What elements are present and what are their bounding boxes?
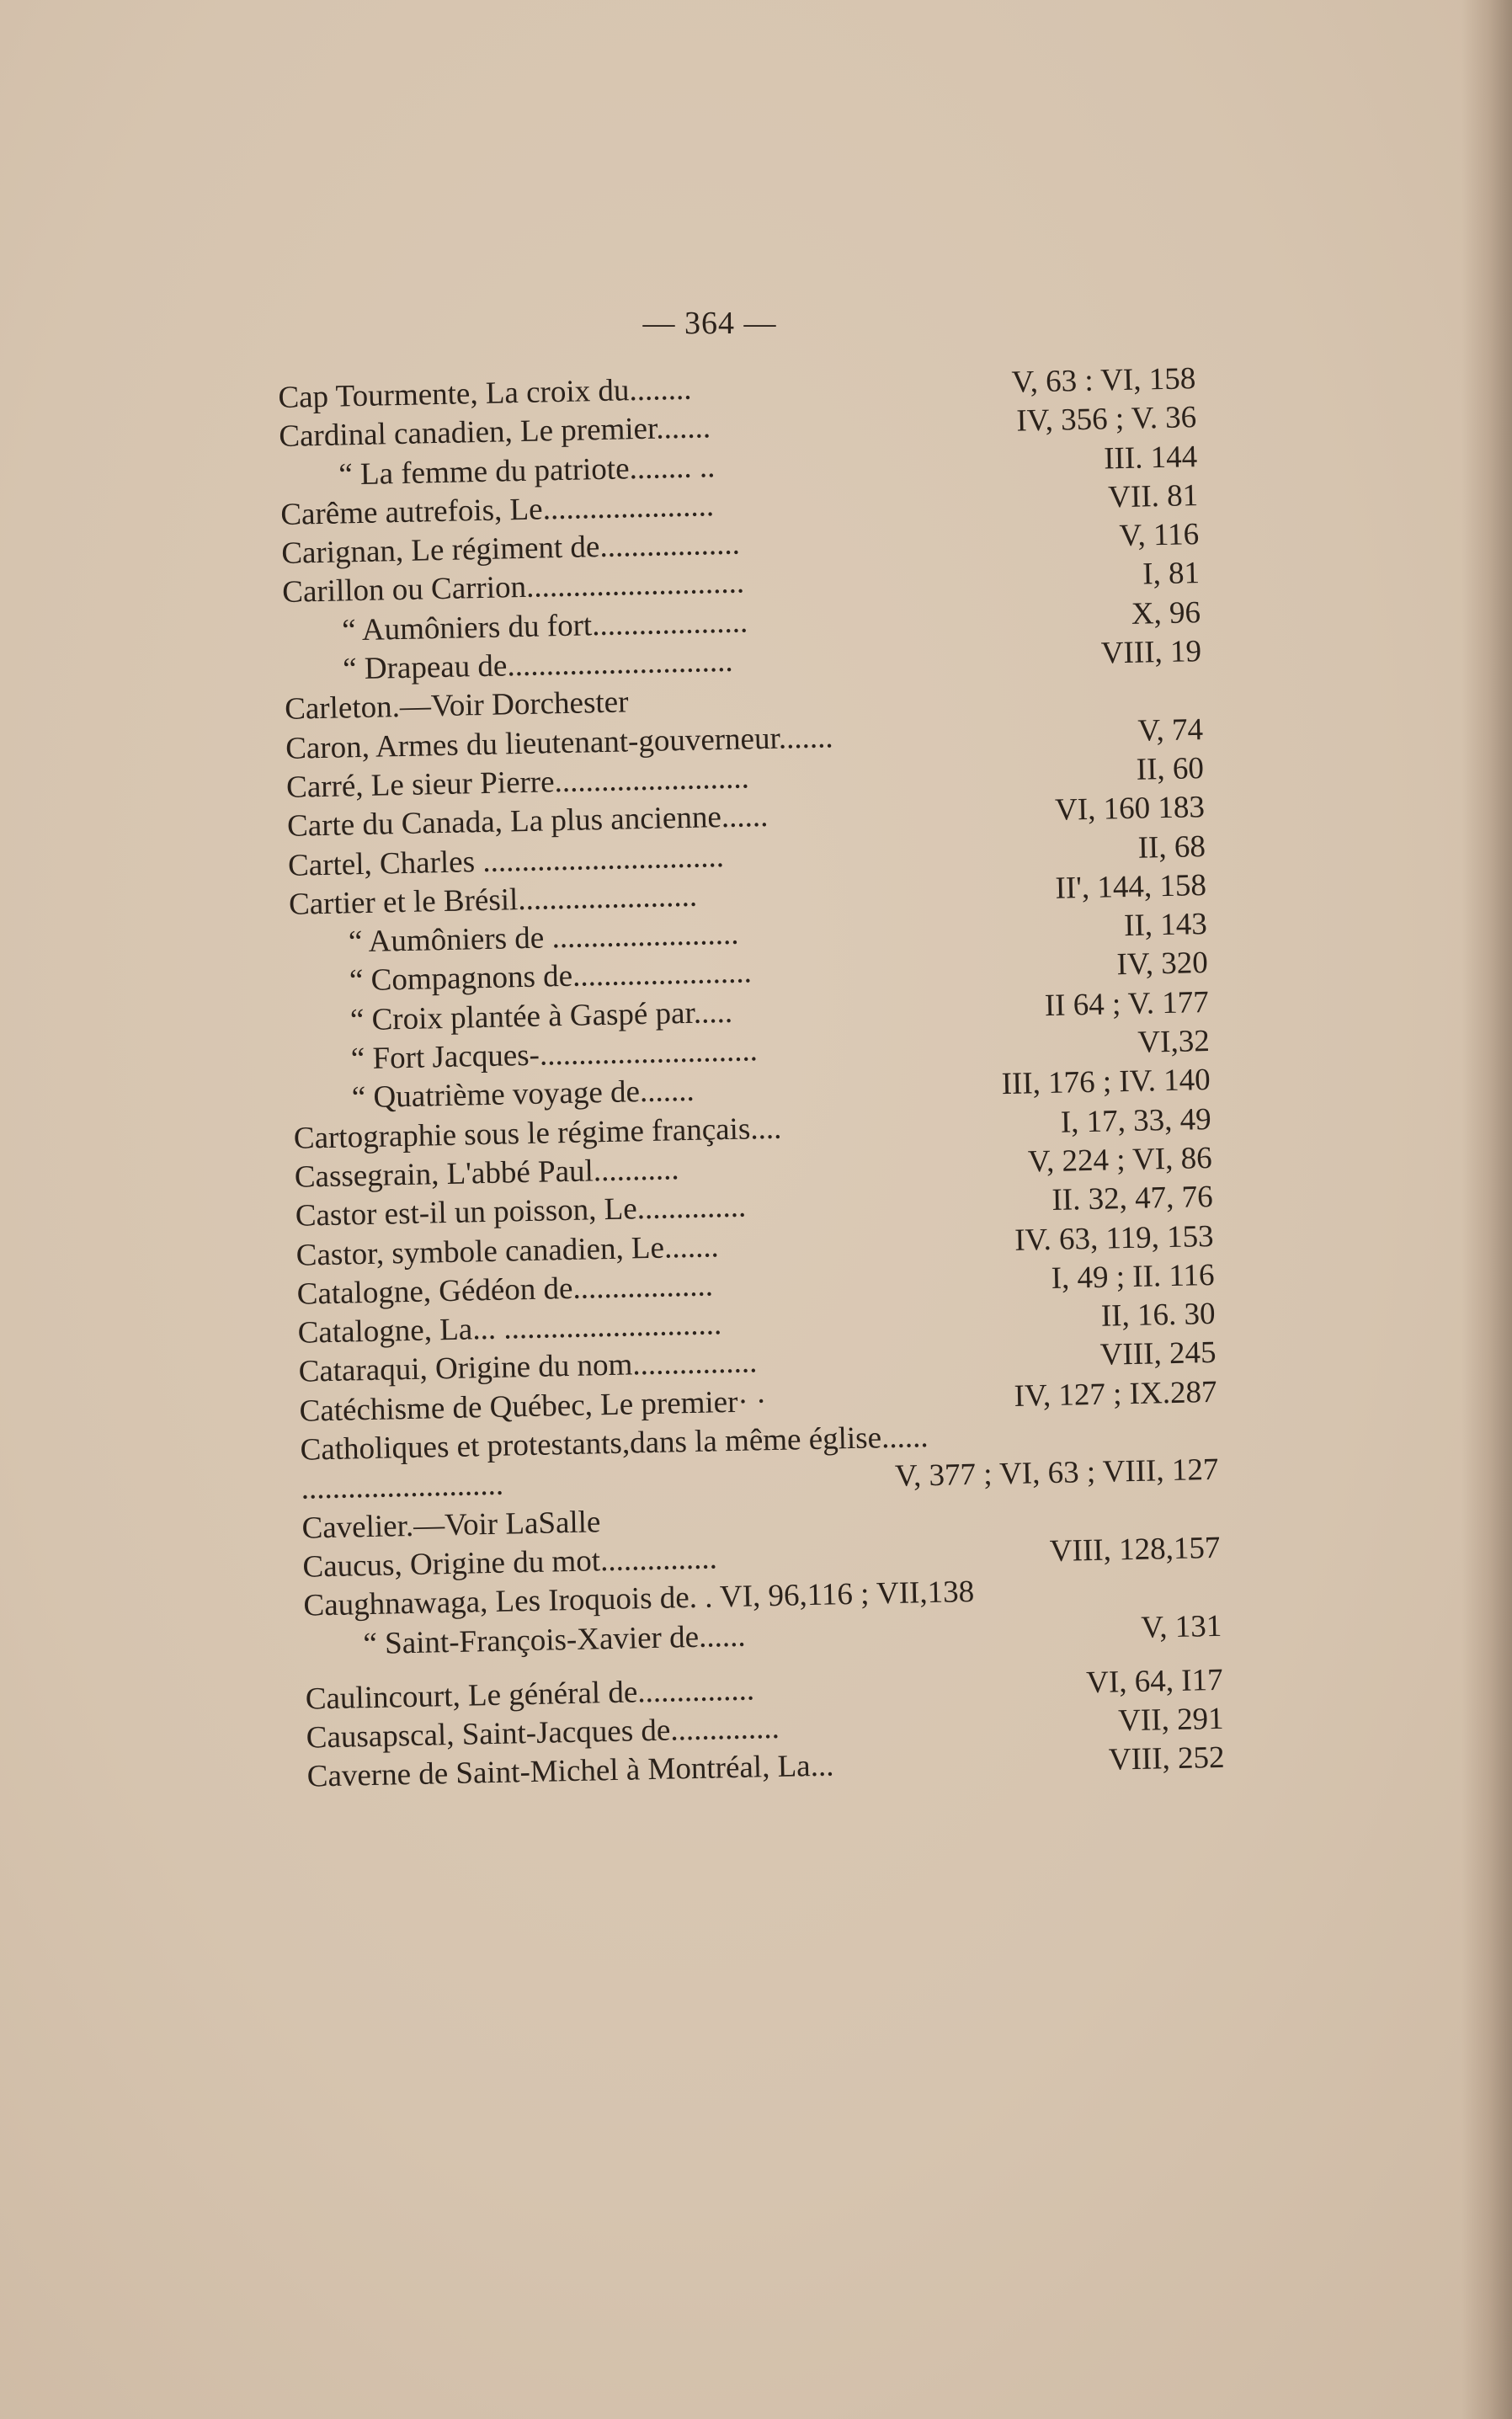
entry-term: Cardinal canadien, Le premier.......	[279, 410, 711, 455]
entry-term: Catholiques et protestants,dans la même église......	[300, 1420, 929, 1468]
entry-reference: VIII, 19	[1100, 634, 1202, 671]
entry-reference: I, 49 ; II. 116	[1051, 1257, 1215, 1296]
entry-term: Cap Tourmente, La croix du........	[278, 371, 692, 415]
entry-term: ..........................	[301, 1467, 504, 1507]
entry-reference: III, 176 ; IV. 140	[1001, 1063, 1211, 1102]
entry-term: Carignan, Le régiment de..................	[280, 526, 741, 572]
entry-term: “ Quatrième voyage de.......	[351, 1074, 695, 1116]
entry-term: Caulincourt, Le général de...............	[305, 1671, 755, 1717]
entry-term: Caron, Armes du lieutenant-gouverneur.......	[285, 719, 833, 766]
entry-term: “ Compagnons de.......................	[349, 955, 753, 999]
entry-term: “ Fort Jacques-............................	[350, 1033, 759, 1077]
entry-reference: II', 144, 158	[1055, 867, 1207, 906]
entry-reference: V, 63 : VI, 158	[1011, 361, 1196, 400]
entry-reference: IV. 63, 119, 153	[1014, 1218, 1214, 1258]
entry-term: Carleton.—Voir Dorchester	[284, 685, 629, 727]
entry-reference: VII, 291	[1117, 1701, 1224, 1739]
entry-reference: V, 74	[1137, 711, 1204, 749]
entry-term: Castor est-il un poisson, Le..............	[295, 1189, 747, 1234]
entry-term: Castor, symbole canadien, Le.......	[295, 1228, 720, 1273]
entry-term: Cataraqui, Origine du nom................	[298, 1345, 758, 1390]
entry-reference: IV, 127 ; IX.287	[1014, 1374, 1217, 1414]
entry-term: “ Drapeau de.............................	[342, 643, 733, 687]
entry-reference: II, 143	[1123, 907, 1208, 944]
entry-term: Cassegrain, L'abbé Paul...........	[294, 1152, 679, 1195]
entry-term: Carte du Canada, La plus ancienne......	[286, 799, 769, 845]
entry-reference: X, 96	[1131, 594, 1201, 631]
page-gutter-shadow	[1461, 0, 1512, 2419]
entry-reference: VII. 81	[1107, 478, 1199, 515]
entry-reference: VIII, 245	[1099, 1335, 1217, 1373]
entry-term: “ Croix plantée à Gaspé par.....	[349, 994, 733, 1038]
entry-term: Catalogne, Gédéon de..................	[296, 1268, 714, 1312]
entry-term: Carême autrefois, Le......................	[280, 488, 715, 532]
entry-term: Cartel, Charles ...............................	[287, 839, 725, 883]
entry-reference: VI, 160 183	[1054, 790, 1206, 829]
entry-term: Caucus, Origine du mot...............	[302, 1541, 718, 1585]
entry-term: Catalogne, La... ............................	[297, 1307, 722, 1351]
page-number: — 364 —	[642, 306, 777, 341]
entry-term: Cavelier.—Voir LaSalle	[301, 1504, 601, 1546]
entry-reference: III. 144	[1103, 439, 1198, 477]
entry-term: Cartographie sous le régime français....	[293, 1111, 782, 1156]
entry-reference: V, 377 ; VI, 63 ; VIII, 127	[894, 1452, 1219, 1495]
entry-reference: V, 116	[1119, 517, 1200, 554]
entry-term: Carré, Le sieur Pierre.........................	[285, 760, 750, 805]
entry-reference: I, 81	[1142, 556, 1201, 593]
entry-term: Causapscal, Saint-Jacques de..............	[306, 1710, 780, 1756]
index-list	[278, 360, 1225, 1797]
entry-reference: V, 224 ; VI, 86	[1027, 1140, 1213, 1180]
entry-reference: VI,32	[1137, 1024, 1211, 1060]
entry-reference: IV, 356 ; V. 36	[1015, 400, 1197, 439]
entry-term: Caughnawaga, Les Iroquois de. . VI, 96,116 ; VII,138	[303, 1574, 975, 1623]
entry-term: “ Saint-François-Xavier de......	[363, 1618, 746, 1661]
entry-reference: II, 60	[1136, 751, 1205, 787]
entry-reference: II, 16. 30	[1100, 1297, 1216, 1334]
entry-term: Carillon ou Carrion............................	[281, 565, 745, 610]
entry-reference: II, 68	[1137, 829, 1206, 866]
entry-term: “ Aumôniers de ........................	[348, 916, 739, 960]
entry-reference: IV, 320	[1116, 946, 1209, 983]
entry-term: Cartier et le Brésil.......................	[288, 878, 698, 922]
entry-reference: VIII, 252	[1108, 1740, 1225, 1777]
entry-reference: I, 17, 33, 49	[1060, 1101, 1212, 1140]
entry-reference: V, 131	[1140, 1608, 1222, 1645]
entry-reference: VI, 64, I17	[1085, 1662, 1224, 1700]
entry-reference: II. 32, 47, 76	[1051, 1180, 1214, 1218]
entry-term: Catéchisme de Québec, Le premier· ·	[299, 1383, 767, 1429]
entry-term: “ La femme du patriote........ ..	[338, 449, 716, 493]
entry-reference: VIII, 128,157	[1049, 1530, 1221, 1569]
entry-term: Caverne de Saint-Michel à Montréal, La...	[306, 1748, 834, 1794]
entry-term: “ Aumôniers du fort....................	[341, 605, 748, 648]
entry-reference: II 64 ; V. 177	[1044, 984, 1210, 1023]
